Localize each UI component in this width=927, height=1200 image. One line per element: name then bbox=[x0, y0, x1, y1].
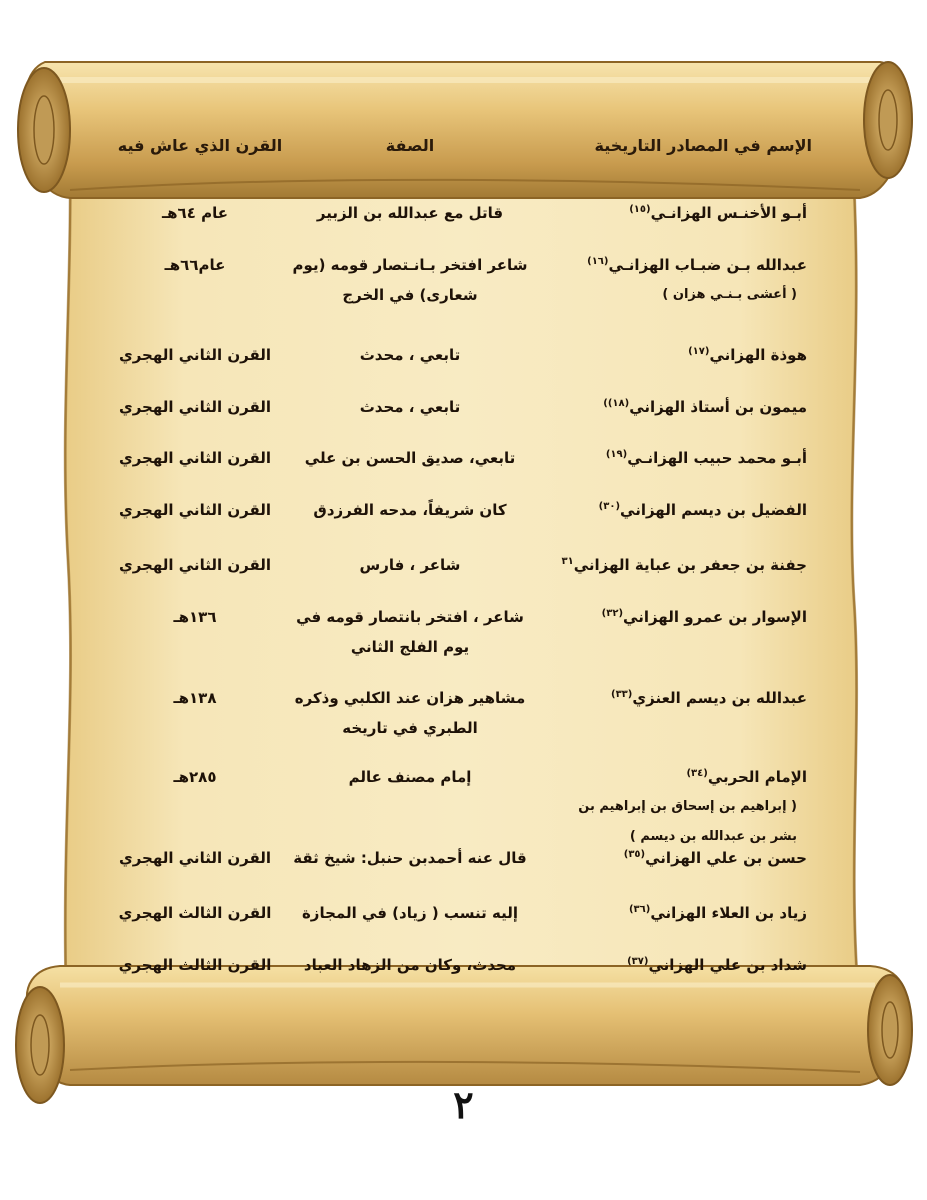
cell-description bbox=[275, 602, 545, 662]
reference-number: (١٨)) bbox=[603, 398, 630, 409]
cell-name bbox=[557, 843, 807, 873]
description-line: مشاهير هزان عند الكلبي وذكره bbox=[294, 689, 526, 707]
cell-name bbox=[557, 392, 807, 422]
reference-number: (١٩) bbox=[605, 449, 628, 460]
name-text: الإمام الحربي bbox=[707, 768, 807, 786]
name-text: هوذة الهزاني bbox=[709, 346, 807, 364]
cell-name bbox=[557, 495, 807, 525]
cell-description bbox=[275, 250, 545, 310]
description-line: يوم الفلج الثاني bbox=[350, 638, 470, 656]
name-text: جفنة بن جعفر بن عباية الهزاني bbox=[573, 556, 807, 574]
cell-description bbox=[275, 843, 545, 873]
name-text: الإسوار بن عمرو الهزاني bbox=[623, 608, 807, 626]
page-number: ٢ bbox=[453, 1082, 474, 1127]
cell-description bbox=[275, 392, 545, 422]
cell-name bbox=[557, 198, 807, 228]
description-line: شاعر ، افتخر بانتصار قومه في bbox=[296, 608, 524, 626]
name-text: حسن بن علي الهزاني bbox=[645, 849, 807, 867]
reference-number: (١٧) bbox=[688, 346, 710, 357]
cell-description bbox=[275, 198, 545, 228]
cell-description bbox=[275, 340, 545, 370]
cell-description bbox=[275, 683, 545, 743]
name-text: عبدالله بـن ضبـاب الهزانـي bbox=[608, 256, 807, 274]
reference-number: (٣٤) bbox=[686, 768, 708, 779]
description-line: إمام مصنف عالم bbox=[348, 768, 472, 786]
reference-number: ٣١ bbox=[561, 556, 574, 567]
name-subtitle: ( أعشى بـنـي هزان ) bbox=[662, 287, 797, 302]
reference-number: (١٦) bbox=[587, 256, 609, 267]
cell-name bbox=[557, 340, 807, 370]
cell-name bbox=[557, 683, 807, 713]
name-text: الفضيل بن ديسم الهزاني bbox=[620, 501, 807, 519]
header-desc: الصفة bbox=[385, 136, 435, 155]
cell-century: القرن الثاني الهجري bbox=[118, 346, 272, 364]
cell-description bbox=[275, 762, 545, 792]
cell-description bbox=[275, 898, 545, 928]
name-text: أبـو الأخنـس الهزانـي bbox=[650, 204, 807, 222]
description-line: شاعر ، فارس bbox=[359, 556, 461, 574]
description-line: إليه تنسب ( زياد) في المجازة bbox=[301, 904, 519, 922]
cell-name bbox=[557, 762, 807, 852]
cell-century: القرن الثاني الهجري bbox=[118, 398, 272, 416]
cell-name bbox=[557, 250, 807, 310]
header-century: القرن الذي عاش فيه bbox=[117, 136, 283, 155]
cell-name bbox=[557, 550, 807, 580]
cell-century: القرن الثالث الهجري bbox=[118, 956, 272, 974]
cell-name bbox=[557, 602, 807, 632]
description-line: الطبري في تاريخه bbox=[342, 719, 478, 737]
reference-number: (٣٥) bbox=[623, 849, 646, 860]
cell-century: ١٣٨هـ bbox=[173, 689, 217, 707]
reference-number: (٣٧) bbox=[627, 956, 649, 967]
description-line: تابعي ، محدث bbox=[359, 398, 461, 416]
header-name: الإسم في المصادر التاريخية bbox=[594, 136, 812, 155]
cell-name bbox=[557, 898, 807, 928]
cell-name bbox=[557, 950, 807, 980]
cell-century: عام٦٦هـ bbox=[164, 256, 226, 274]
cell-description bbox=[275, 550, 545, 580]
description-line: محدث، وكان من الزهاد العباد bbox=[303, 956, 517, 974]
cell-century: ١٣٦هـ bbox=[173, 608, 217, 626]
name-text: شداد بن علي الهزاني bbox=[648, 956, 807, 974]
cell-century: القرن الثاني الهجري bbox=[118, 501, 272, 519]
reference-number: (١٥) bbox=[629, 204, 651, 215]
description-line: شاعر افتخر بـانـتصار قومه (يوم bbox=[292, 256, 528, 274]
cell-description bbox=[275, 443, 545, 473]
cell-description bbox=[275, 950, 545, 980]
name-subtitle: بشر بن عبدالله بن ديسم ) bbox=[629, 829, 797, 844]
description-line: كان شريفاً، مدحه الفرزدق bbox=[313, 501, 507, 519]
cell-century: القرن الثالث الهجري bbox=[118, 904, 272, 922]
cell-name bbox=[557, 443, 807, 473]
reference-number: (٣٣) bbox=[611, 689, 633, 700]
name-text: زياد بن العلاء الهزاني bbox=[650, 904, 807, 922]
description-line: قاتل مع عبدالله بن الزبير bbox=[316, 204, 504, 222]
reference-number: (٣٢) bbox=[601, 608, 624, 619]
cell-century: القرن الثاني الهجري bbox=[118, 849, 272, 867]
cell-century: القرن الثاني الهجري bbox=[118, 449, 272, 467]
description-line: تابعي، صديق الحسن بن علي bbox=[304, 449, 516, 467]
description-line: قال عنه أحمدبن حنبل: شيخ ثقة bbox=[293, 849, 527, 867]
name-text: أبـو محمد حبيب الهزانـي bbox=[627, 449, 807, 467]
description-line: شعارى) في الخرج bbox=[342, 286, 478, 304]
name-text: عبدالله بن ديسم العنزي bbox=[632, 689, 807, 707]
cell-description bbox=[275, 495, 545, 525]
reference-number: (٣٠) bbox=[598, 501, 621, 512]
name-subtitle: ( إبراهيم بن إسحاق بن إبراهيم بن bbox=[578, 799, 797, 814]
cell-century: ٢٨٥هـ bbox=[173, 768, 217, 786]
name-text: ميمون بن أستاذ الهزاني bbox=[629, 398, 807, 416]
description-line: تابعي ، محدث bbox=[359, 346, 461, 364]
reference-number: (٣٦) bbox=[628, 904, 651, 915]
cell-century: عام ٦٤هـ bbox=[162, 204, 228, 222]
cell-century: القرن الثاني الهجري bbox=[118, 556, 272, 574]
